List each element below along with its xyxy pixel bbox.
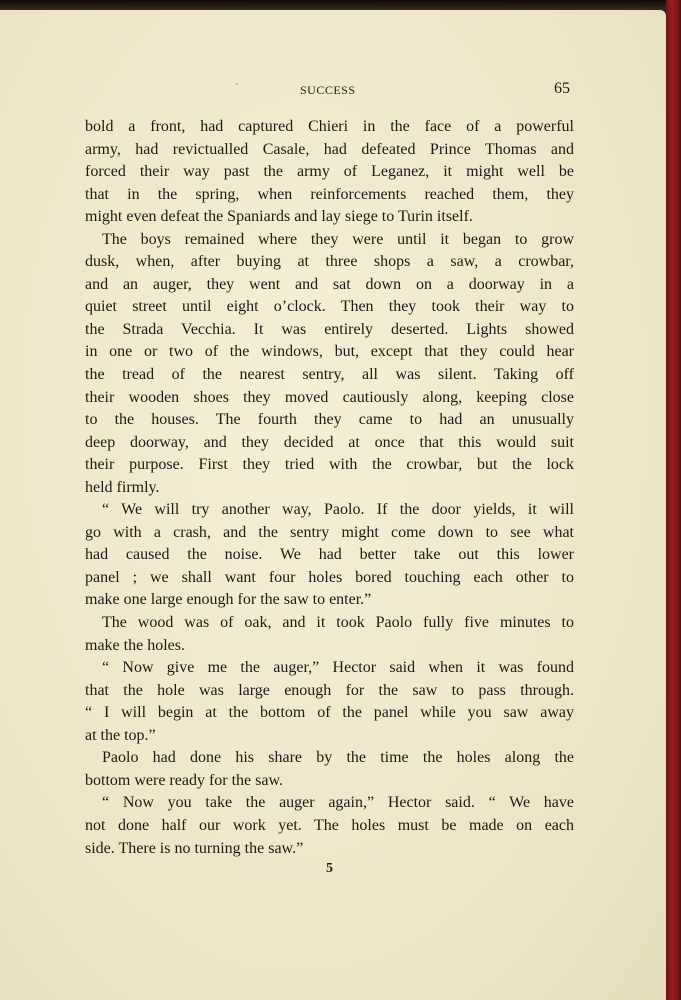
text-line: The boys remained where they were until it began to grow	[102, 230, 574, 248]
text-line: “ I will begin at the bottom of the panel while you saw away	[85, 704, 574, 722]
text-line: forced their way past the army of Leganez, it might well be	[85, 163, 574, 181]
text-line: bold a front, had captured Chieri in the face of a powerful	[85, 118, 574, 135]
text-line: army, had revictualled Casale, had defeated Prince Thomas and	[85, 140, 574, 158]
running-head	[0, 80, 666, 102]
text-line: side. There is no turning the saw.”	[85, 839, 304, 857]
text-line: that the hole was large enough for the saw to pass through.	[85, 681, 574, 699]
page-number: 65	[554, 80, 570, 97]
body-text	[85, 116, 574, 860]
text-line: “ Now give me the auger,” Hector said when it was found	[102, 659, 574, 677]
text-line: deep doorway, and they decided at once that this would suit	[85, 433, 574, 451]
text-line: “ Now you take the auger again,” Hector said. “ We have	[102, 794, 574, 812]
text-line: not done half our work yet. The holes must be made on each	[85, 816, 574, 834]
text-line: their wooden shoes they moved cautiously along, keeping close	[85, 388, 574, 406]
text-line: the Strada Vecchia. It was entirely deserted. Lights showed	[85, 320, 574, 338]
text-line: to the houses. The fourth they came to had an unusually	[85, 411, 574, 429]
running-title: SUCCESS	[300, 83, 356, 97]
text-line: dusk, when, after buying at three shops a saw, a crowbar,	[85, 253, 574, 271]
text-line: quiet street until eight o’clock. Then they took their way to	[85, 298, 574, 316]
text-line: make the holes.	[85, 636, 185, 654]
text-line: The wood was of oak, and it took Paolo fully five minutes to	[102, 614, 574, 632]
text-line: make one large enough for the saw to enter.”	[85, 591, 372, 609]
text-line: “ We will try another way, Paolo. If the door yields, it will	[102, 501, 574, 519]
text-line: the tread of the nearest sentry, all was silent. Taking off	[85, 366, 574, 384]
text-line: had caused the noise. We had better take out this lower	[85, 546, 574, 564]
text-line: panel ; we shall want four holes bored touching each other to	[85, 568, 574, 586]
text-line: at the top.”	[85, 726, 156, 744]
text-line: might even defeat the Spaniards and lay siege to Turin itself.	[85, 208, 473, 226]
text-line: held firmly.	[85, 478, 160, 496]
text-line: their purpose. First they tried with the crowbar, but the lock	[85, 456, 574, 474]
text-line: bottom were ready for the saw.	[85, 771, 283, 789]
text-line: in one or two of the windows, but, except that they could hear	[85, 343, 574, 361]
page-top-edge	[0, 0, 681, 10]
text-line: that in the spring, when reinforcements reached them, they	[85, 185, 574, 203]
text-line: Paolo had done his share by the time the holes along the	[102, 749, 574, 767]
text-line: go with a crash, and the sentry might come down to see what	[85, 523, 574, 541]
red-binding-edge	[666, 0, 681, 1000]
signature-mark: 5	[326, 861, 333, 876]
text-line: and an auger, they went and sat down on a doorway in a	[85, 275, 574, 293]
